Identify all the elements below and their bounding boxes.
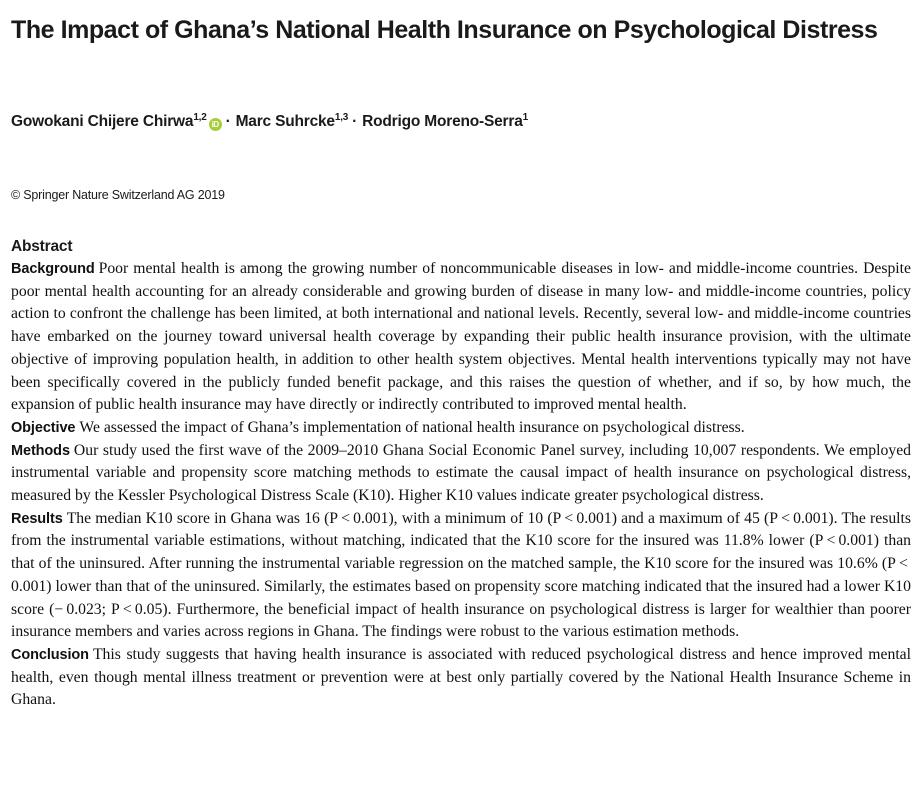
abstract-body: [11, 258, 911, 712]
abstract-section-objective: [11, 417, 911, 440]
abstract-heading: Abstract: [11, 238, 73, 255]
abstract-section-background: [11, 258, 911, 417]
section-label: Methods: [11, 442, 70, 459]
section-text: Our study used the first wave of the 2009–2010 Ghana Social Economic Panel survey, including 10,007 respondents. We employed instrumental variable and propensity score matching methods to estimate the causal impact of health insurance on psychological distress, measured by the Kessler Psychological Distress Scale (K10). Higher K10 values indicate greater psychological distress.: [11, 441, 911, 505]
section-text: This study suggests that having health insurance is associated with reduced psychological distress and hence improved mental health, even though mental illness treatment or prevention were at best only partially covered by the National Health Insurance Scheme in Ghana.: [11, 645, 911, 709]
section-text: Poor mental health is among the growing number of noncommunicable diseases in low- and middle-income countries. Despite poor mental health accounting for an already considerable and growing burden of disease in many low- and middle-income countries, policy action to confront the challenge has been limited, at both international and national levels. Recently, several low- and middle-income countries have embarked on the journey toward universal health coverage by expanding their public health insurance provision, with the ultimate objective of improving population health, in addition to other health system objectives. Mental health interventions typically may not have been specifically covered in the publicly funded benefit package, and this raises the question of whether, and if so, by how much, the expansion of public health insurance may have directly or indirectly contributed to improved mental health.: [11, 260, 911, 414]
author-separator: ·: [352, 113, 358, 130]
author-separator: ·: [225, 113, 231, 130]
author-name[interactable]: Gowokani Chijere Chirwa: [11, 113, 194, 130]
section-label: Objective: [11, 419, 76, 436]
abstract-section-conclusion: [11, 644, 911, 712]
section-label: Results: [11, 510, 63, 527]
author-name[interactable]: Rodrigo Moreno-Serra: [362, 113, 523, 130]
copyright-notice: © Springer Nature Switzerland AG 2019: [11, 188, 225, 202]
section-text: We assessed the impact of Ghana’s implementation of national health insurance on psychological distress.: [79, 418, 745, 436]
abstract-section-methods: [11, 440, 911, 508]
author-name[interactable]: Marc Suhrcke: [235, 113, 335, 130]
section-label: Background: [11, 261, 95, 277]
section-label: Conclusion: [11, 646, 89, 663]
orcid-icon[interactable]: iD: [209, 118, 222, 131]
abstract-section-results: [11, 508, 911, 644]
article-title: The Impact of Ghana’s National Health Insurance on Psychological Distress: [11, 16, 878, 44]
author-affiliation: 1: [522, 112, 528, 123]
author-affiliation: 1,3: [334, 112, 349, 123]
author-list: [11, 111, 528, 133]
author-affiliation: 1,2: [193, 112, 207, 123]
section-text: The median K10 score in Ghana was 16 (P < 0.001), with a minimum of 10 (P < 0.001) and a maximum of 45 (P < 0.001). The results from the instrumental variable estimations, without matching, indicated that the K10 score for the insured was 11.8% lower (P < 0.001) than that of the uninsured. After running the instrumental variable regression on the matched sample, the K10 score for the insured was 10.6% (P < 0.001) lower than that of the uninsured. Similarly, the estimates based on propensity score matching indicated that the insured had a lower K10 score (− 0.023; P < 0.05). Furthermore, the beneficial impact of health insurance on psychological distress is larger for wealthier than poorer insurance members and varies across regions in Ghana. The findings were robust to the various estimation methods.: [11, 509, 911, 641]
